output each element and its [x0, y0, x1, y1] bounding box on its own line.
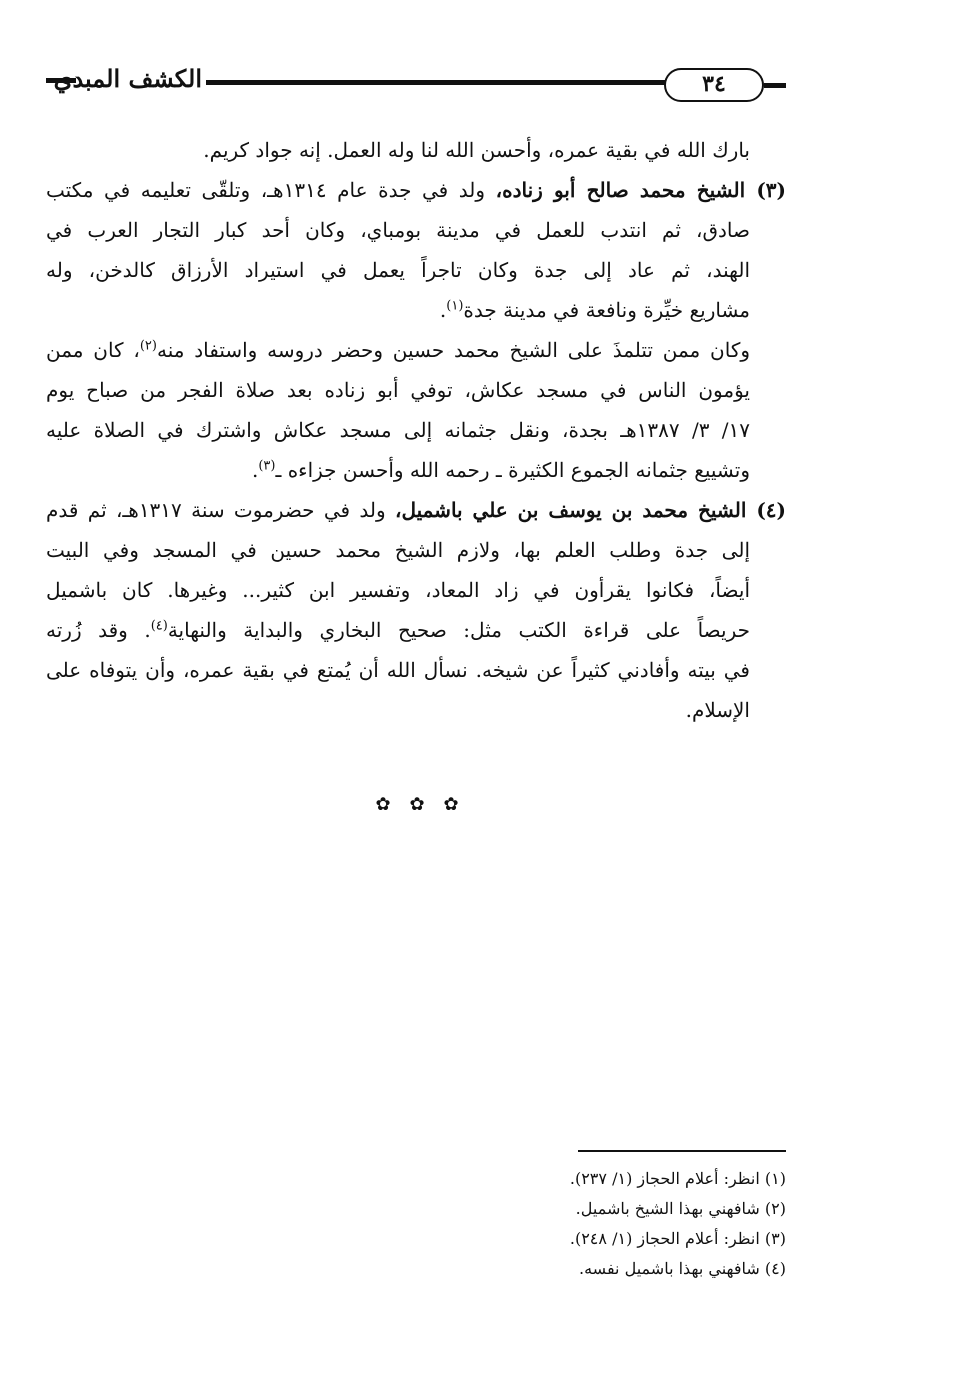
paragraph-2-line-3: الهند، ثم عاد إلى جدة وكان تاجراً يعمل في استيراد الأرزاق كالدخن، وله	[46, 258, 750, 282]
paragraph-2-line-4-text: مشاريع خيِّرة ونافعة في مدينة جدة	[463, 298, 750, 322]
paragraph-4-line-6: الإسلام.	[685, 698, 750, 722]
footnote-ref-4: (٤)	[150, 618, 168, 634]
page-number: ٣٤	[664, 68, 764, 102]
paragraph-2-line-1	[46, 170, 786, 210]
header-rule-right	[764, 83, 786, 88]
footnote-ref-2: (٢)	[139, 338, 157, 354]
footnote-2: (٢) شافهني بهذا الشيخ باشميل.	[575, 1199, 786, 1218]
footnote-1: (١) انظر: أعلام الحجاز (١/ ٢٣٧).	[569, 1169, 786, 1188]
paragraph-4-line-1	[46, 490, 786, 530]
paragraph-4-line-2: إلى جدة وطلب العلم بها، ولازم الشيخ محمد حسين في المسجد وفي البيت	[46, 538, 750, 562]
paragraph-3-line-3: ١٧/ ٣/ ١٣٨٧هـ بجدة، ونقل جثمانه إلى مسجد عكاش واشترك في الصلاة عليه	[46, 418, 751, 442]
biography-heading-3: (٣) الشيخ محمد صالح أبو زناده،	[495, 178, 787, 202]
footnotes	[300, 1164, 786, 1284]
flower-icon: ✿	[443, 794, 459, 815]
paragraph-3-line-1	[46, 330, 786, 370]
paragraph-3-line-4-text: وتشييع جثمانه الجموع الكثيرة ـ رحمه الله وأحسن جزاءه ـ	[275, 458, 750, 482]
footnote-4: (٤) شافهني بهذا باشميل نفسه.	[579, 1259, 786, 1278]
paragraph-3-line-4	[46, 450, 786, 490]
footnote-ref-1: (١)	[446, 298, 464, 314]
paragraph-2-line-2: صادق، ثم انتدب للعمل في مدينة بومباي، وكان أحد كبار التجار العرب في	[46, 218, 750, 242]
paragraph-2-line-1-rest: ولد في جدة عام ١٣١٤هـ، وتلقّى تعليمه في مكتب	[46, 178, 486, 202]
paragraph-4-line-4-text: حريصاً على قراءة الكتب مثل: صحيح البخاري والبداية والنهاية	[167, 618, 750, 642]
paragraph-3-line-1-text: وكان ممن تتلمذَ على الشيخ محمد حسين وحضر دروسه واستفاد منه	[156, 338, 751, 362]
paragraph-1-line-1: بارك الله في بقية عمره، وأحسن الله لنا وله العمل. إنه جواد كريم.	[203, 138, 750, 162]
paragraph-4-line-3: أيضاً، فكانوا يقرأون في زاد المعاد، وتفسير ابن كثير... وغيرها. كان باشميل	[46, 578, 750, 602]
paragraph-2-line-4-end: .	[439, 298, 447, 322]
footnote-ref-3: (٣)	[258, 458, 276, 474]
paragraph-4-line-4-end: . وقد زُرته	[46, 618, 151, 642]
main-text	[46, 130, 786, 730]
paragraph-4-line-4	[46, 610, 786, 650]
footnote-rule	[578, 1150, 786, 1152]
footnote-3: (٣) انظر: أعلام الحجاز (١/ ٢٤٨).	[569, 1229, 786, 1248]
paragraph-4-line-1-rest: ولد في حضرموت سنة ١٣١٧هـ، ثم قدم	[46, 498, 386, 522]
running-title: الكشف المبدي	[53, 64, 202, 93]
paragraph-3-line-2: يؤمون الناس في مسجد عكاش، توفي أبو زناده بعد صلاة الفجر من صباح يوم	[46, 378, 750, 402]
paragraph-4-line-5: في بيته وأفادني كثيراً عن شيخه. نسأل الله أن يُمتع في بقية عمره، وأن يتوفاه على	[46, 658, 750, 682]
biography-heading-4: (٤) الشيخ محمد بن يوسف بن علي باشميل،	[394, 498, 787, 522]
paragraph-2-line-4	[46, 290, 786, 330]
header-rule-middle	[206, 80, 666, 85]
paragraph-3-line-4-end: .	[251, 458, 259, 482]
flower-icon: ✿	[409, 794, 425, 815]
paragraph-3-line-1-end: ، كان ممن	[46, 338, 140, 362]
flower-icon: ✿	[375, 794, 391, 815]
section-separator	[372, 794, 462, 816]
